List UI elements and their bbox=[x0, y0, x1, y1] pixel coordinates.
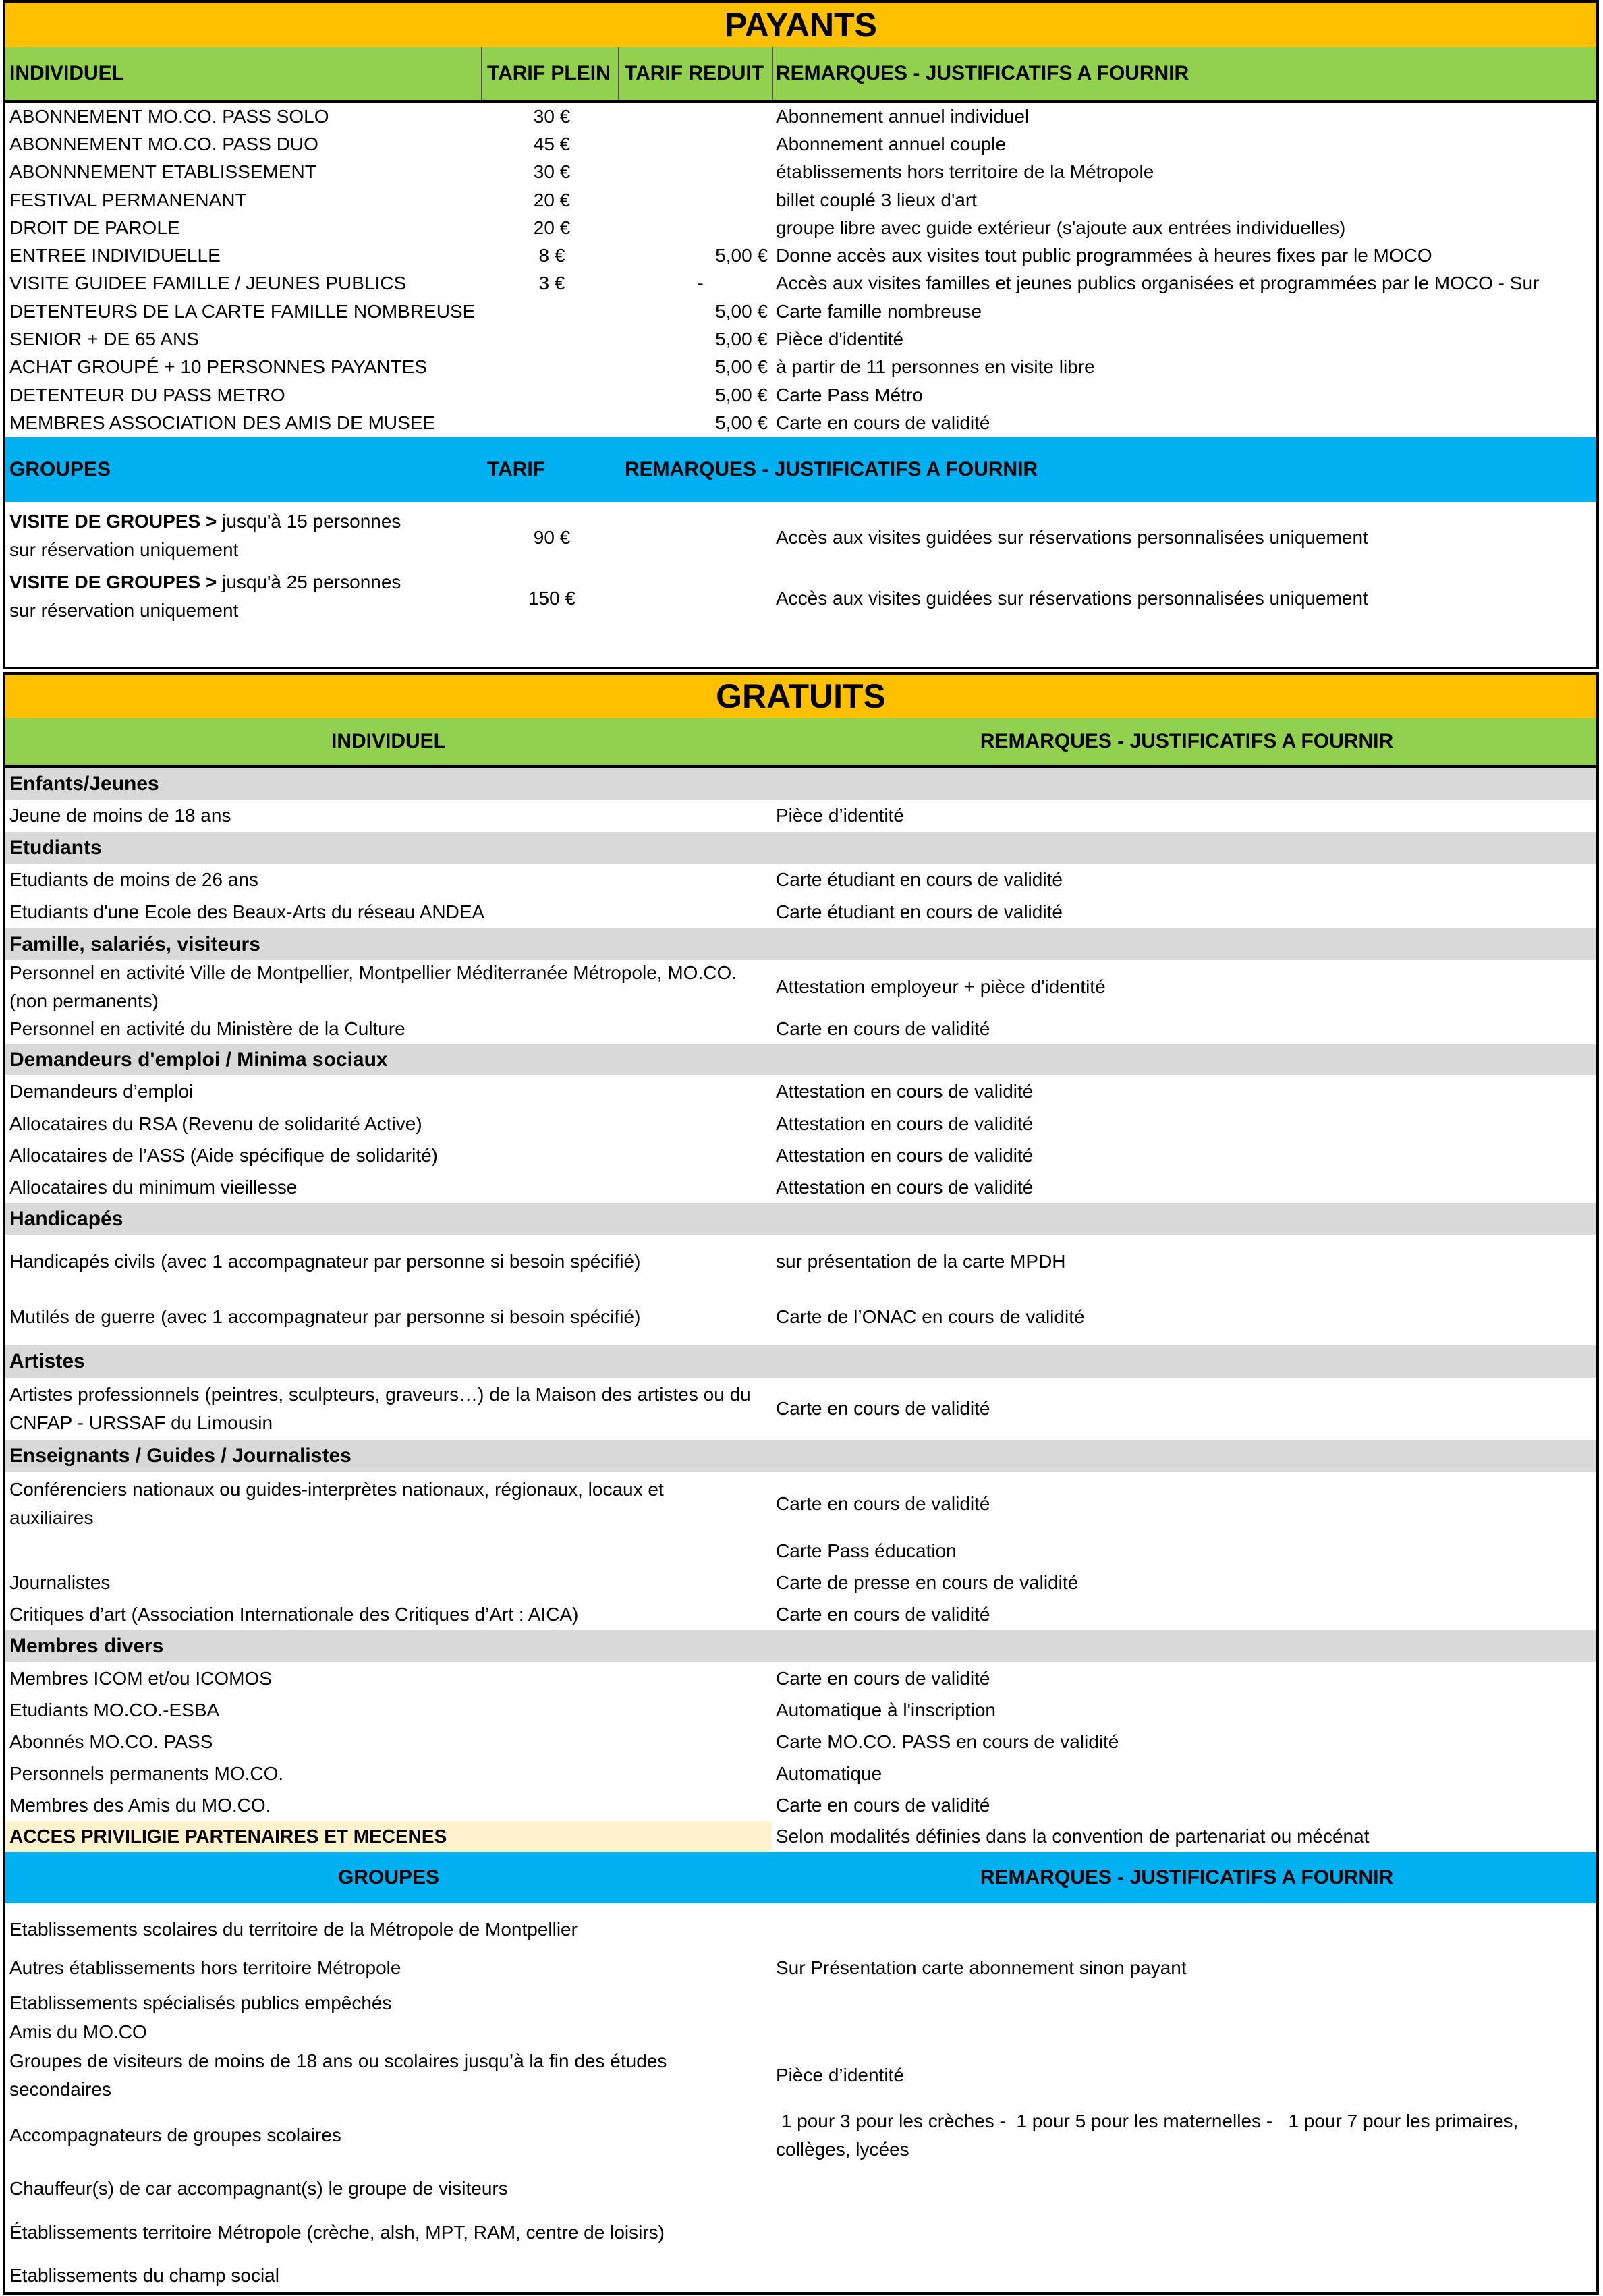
table-row bbox=[5, 2018, 1596, 2046]
table-row bbox=[5, 242, 1596, 269]
groupe-label-rest: jusqu'à 25 personnes bbox=[217, 571, 401, 592]
category-row bbox=[5, 1630, 1596, 1662]
gratuits-header bbox=[5, 718, 1596, 768]
row-label: Journalistes bbox=[9, 1572, 111, 1593]
row-label: Groupes de visiteurs de moins de 18 ans ou scolaires jusqu’à la fin des études secondaires bbox=[9, 2050, 667, 2100]
table-row bbox=[5, 1472, 1596, 1536]
groupe-remarque: Accès aux visites guidées sur réservations personnalisées uniquement bbox=[776, 527, 1368, 548]
table-row bbox=[5, 1108, 1596, 1140]
row-label: Allocataires du minimum vieillesse bbox=[9, 1176, 298, 1198]
header-individuel: INDIVIDUEL bbox=[9, 62, 125, 84]
table-row bbox=[5, 800, 1596, 832]
payants-section bbox=[3, 0, 1599, 669]
row-label: Membres ICOM et/ou ICOMOS bbox=[9, 1667, 272, 1689]
row-remarque: Carte MO.CO. PASS en cours de validité bbox=[776, 1731, 1119, 1752]
row-remarque: Pièce d'identité bbox=[776, 329, 904, 350]
row-remarque: Carte en cours de validité bbox=[776, 1794, 990, 1816]
groupe-row bbox=[5, 507, 1596, 568]
category-label: Membres divers bbox=[9, 1635, 164, 1657]
row-remarque: Carte en cours de validité bbox=[776, 1604, 990, 1625]
row-tarif-reduit: 5,00 € bbox=[715, 384, 768, 405]
table-row bbox=[5, 1014, 1596, 1044]
row-tarif-plein: 30 € bbox=[533, 161, 571, 183]
row-label: Conférenciers nationaux ou guides-interprètes nationaux, régionaux, locaux et auxiliaires bbox=[9, 1479, 664, 1528]
row-remarque: Selon modalités définies dans la convention de partenariat ou mécénat bbox=[776, 1826, 1370, 1847]
row-remarque: Attestation en cours de validité bbox=[776, 1144, 1034, 1166]
table-row bbox=[5, 1289, 1596, 1345]
row-remarque: Carte étudiant en cours de validité bbox=[776, 869, 1063, 890]
row-label: Autres établissements hors territoire Métropole bbox=[9, 1957, 401, 1978]
row-tarif-plein: 8 € bbox=[538, 245, 565, 267]
row-tarif-plein: 30 € bbox=[533, 105, 571, 127]
table-row bbox=[5, 298, 1596, 325]
row-remarque: Accès aux visites familles et jeunes publics organisées et programmées par le MOCO - Sur bbox=[776, 273, 1540, 294]
gratuits-title bbox=[5, 675, 1596, 718]
category-label: Handicapés bbox=[9, 1207, 123, 1230]
table-row bbox=[5, 2046, 1596, 2104]
row-label: ACCES PRIVILIGIE PARTENAIRES ET MECENES bbox=[9, 1826, 447, 1847]
row-label: Personnel en activité du Ministère de la Culture bbox=[9, 1018, 405, 1039]
row-remarque: Carte en cours de validité bbox=[776, 412, 990, 433]
table-row bbox=[5, 130, 1596, 158]
row-remarque: 1 pour 3 pour les crèches - 1 pour 5 pour les maternelles - 1 pour 7 pour les primaires, collèges, lycées bbox=[776, 2110, 1524, 2160]
table-row bbox=[5, 325, 1596, 353]
category-row bbox=[5, 768, 1596, 800]
gratuits-section bbox=[3, 672, 1599, 2295]
row-label: Membres des Amis du MO.CO. bbox=[9, 1794, 271, 1816]
row-label: Personnel en activité Ville de Montpellier, Montpellier Méditerranée Métropole, MO.CO. (non permanents) bbox=[9, 962, 737, 1011]
row-label: Amis du MO.CO bbox=[9, 2021, 147, 2042]
row-remarque: Carte Pass éducation bbox=[776, 1540, 957, 1561]
row-remarque: sur présentation de la carte MPDH bbox=[776, 1251, 1066, 1272]
row-label: DETENTEUR DU PASS METRO bbox=[9, 384, 285, 405]
table-row bbox=[5, 960, 1596, 1014]
category-row bbox=[5, 1440, 1596, 1472]
row-label: Etablissements scolaires du territoire de la Métropole de Montpellier bbox=[9, 1919, 578, 1940]
row-remarque: Carte de presse en cours de validité bbox=[776, 1572, 1079, 1593]
row-tarif-reduit: 5,00 € bbox=[715, 245, 768, 267]
row-remarque: Abonnement annuel couple bbox=[776, 133, 1006, 155]
table-row bbox=[5, 2211, 1596, 2254]
table-row bbox=[5, 1911, 1596, 1948]
groupe-label bbox=[9, 507, 401, 564]
row-remarque: Donne accès aux visites tout public programmées à heures fixes par le MOCO bbox=[776, 245, 1432, 267]
row-label: Etablissements spécialisés publics empêchés bbox=[9, 1992, 392, 2013]
row-label: Etudiants de moins de 26 ans bbox=[9, 869, 258, 890]
category-row bbox=[5, 832, 1596, 864]
table-row bbox=[5, 1948, 1596, 1988]
row-label: Jeune de moins de 18 ans bbox=[9, 805, 231, 826]
row-remarque: Carte famille nombreuse bbox=[776, 300, 982, 322]
table-row bbox=[5, 159, 1596, 186]
groupe-label-line2: sur réservation uniquement bbox=[9, 539, 239, 560]
payants-header bbox=[5, 47, 1596, 103]
table-row bbox=[5, 381, 1596, 409]
row-remarque: Automatique bbox=[776, 1762, 882, 1784]
table-row bbox=[5, 1988, 1596, 2018]
row-tarif-plein: 3 € bbox=[538, 273, 565, 294]
table-row bbox=[5, 1694, 1596, 1726]
row-label: Critiques d’art (Association Internationale des Critiques d’Art : AICA) bbox=[9, 1604, 579, 1625]
row-tarif-reduit: - bbox=[697, 273, 704, 294]
row-label: ABONNEMENT MO.CO. PASS DUO bbox=[9, 133, 318, 155]
row-label: DROIT DE PAROLE bbox=[9, 217, 180, 238]
payants-groupes-header bbox=[5, 437, 1596, 502]
row-label: DETENTEURS DE LA CARTE FAMILLE NOMBREUSE bbox=[9, 300, 476, 322]
table-row bbox=[5, 1662, 1596, 1694]
row-label: MEMBRES ASSOCIATION DES AMIS DE MUSEE bbox=[9, 412, 436, 433]
table-row-acces bbox=[5, 1821, 1596, 1852]
row-label: Accompagnateurs de groupes scolaires bbox=[9, 2125, 341, 2146]
row-remarque: Sur Présentation carte abonnement sinon payant bbox=[776, 1957, 1187, 1978]
groupe-label-line2: sur réservation uniquement bbox=[9, 600, 239, 621]
header-gratuits-groupes: GROUPES bbox=[337, 1866, 440, 1888]
table-row bbox=[5, 270, 1596, 298]
groupe-label-bold: VISITE DE GROUPES > bbox=[9, 571, 217, 592]
row-remarque: Abonnement annuel individuel bbox=[776, 105, 1030, 127]
groupe-row bbox=[5, 568, 1596, 629]
groupe-label bbox=[9, 568, 401, 625]
header-gratuits-groupes-remarques: REMARQUES - JUSTIFICATIFS A FOURNIR bbox=[980, 1866, 1394, 1888]
header-groupes: GROUPES bbox=[9, 458, 111, 480]
table-row bbox=[5, 354, 1596, 381]
row-remarque: Carte en cours de validité bbox=[776, 1018, 990, 1039]
row-remarque: Carte en cours de validité bbox=[776, 1398, 990, 1419]
row-remarque: Attestation en cours de validité bbox=[776, 1081, 1034, 1102]
row-remarque: Attestation employeur + pièce d'identité bbox=[776, 976, 1106, 997]
row-tarif-reduit: 5,00 € bbox=[715, 356, 768, 378]
row-label: Établissements territoire Métropole (crèche, alsh, MPT, RAM, centre de loisirs) bbox=[9, 2222, 665, 2243]
header-tarif-reduit: TARIF REDUIT bbox=[625, 62, 764, 84]
table-row bbox=[5, 1378, 1596, 1440]
row-remarque: Carte en cours de validité bbox=[776, 1493, 990, 1514]
row-remarque: Carte Pass Métro bbox=[776, 384, 923, 405]
table-row bbox=[5, 1171, 1596, 1203]
category-row bbox=[5, 1345, 1596, 1378]
row-label: FESTIVAL PERMANENANT bbox=[9, 189, 247, 211]
row-label: ABONNEMENT MO.CO. PASS SOLO bbox=[9, 105, 329, 127]
row-remarque: établissements hors territoire de la Métropole bbox=[776, 161, 1154, 183]
payants-title-text: PAYANTS bbox=[724, 6, 878, 44]
row-remarque: Carte étudiant en cours de validité bbox=[776, 901, 1063, 922]
row-tarif-reduit: 5,00 € bbox=[715, 300, 768, 322]
row-label: Etudiants d'une Ecole des Beaux-Arts du réseau ANDEA bbox=[9, 901, 485, 922]
category-row bbox=[5, 928, 1596, 960]
table-row bbox=[5, 2254, 1596, 2295]
table-row bbox=[5, 2166, 1596, 2211]
table-row bbox=[5, 1075, 1596, 1108]
table-row bbox=[5, 1536, 1596, 1567]
row-label: Allocataires du RSA (Revenu de solidarité Active) bbox=[9, 1113, 422, 1134]
table-row bbox=[5, 1789, 1596, 1821]
category-label: Enfants/Jeunes bbox=[9, 772, 159, 795]
row-tarif-plein: 45 € bbox=[533, 133, 571, 155]
header-tarif: TARIF bbox=[487, 458, 546, 480]
row-label: ENTREE INDIVIDUELLE bbox=[9, 245, 221, 267]
category-label: Artistes bbox=[9, 1350, 85, 1372]
row-label: Artistes professionnels (peintres, sculpteurs, graveurs…) de la Maison des artistes ou du CNFAP - URSSAF du Limousin bbox=[9, 1384, 751, 1433]
category-label: Demandeurs d'emploi / Minima sociaux bbox=[9, 1048, 388, 1071]
gratuits-groupes-header bbox=[5, 1852, 1596, 1903]
row-label: Chauffeur(s) de car accompagnant(s) le groupe de visiteurs bbox=[9, 2178, 508, 2199]
row-label: Abonnés MO.CO. PASS bbox=[9, 1731, 213, 1752]
groupe-remarque: Accès aux visites guidées sur réservations personnalisées uniquement bbox=[776, 588, 1368, 609]
row-label: Etudiants MO.CO.-ESBA bbox=[9, 1699, 220, 1720]
table-row bbox=[5, 1567, 1596, 1599]
table-row bbox=[5, 1758, 1596, 1789]
row-remarque: billet couplé 3 lieux d'art bbox=[776, 189, 977, 211]
row-tarif-plein: 20 € bbox=[533, 217, 571, 238]
row-remarque: Automatique à l'inscription bbox=[776, 1699, 996, 1720]
category-label: Etudiants bbox=[9, 836, 102, 859]
row-remarque: Pièce d’identité bbox=[776, 805, 904, 826]
row-label: Etablissements du champ social bbox=[9, 2265, 279, 2286]
header-gratuits-individuel: INDIVIDUEL bbox=[331, 730, 446, 752]
header-remarques: REMARQUES - JUSTIFICATIFS A FOURNIR bbox=[776, 62, 1189, 84]
row-tarif-reduit: 5,00 € bbox=[715, 329, 768, 350]
table-row bbox=[5, 186, 1596, 214]
table-row bbox=[5, 409, 1596, 437]
category-row bbox=[5, 1203, 1596, 1235]
groupe-label-rest: jusqu'à 15 personnes bbox=[217, 511, 401, 532]
category-label: Famille, salariés, visiteurs bbox=[9, 932, 260, 955]
row-label: Allocataires de l’ASS (Aide spécifique de solidarité) bbox=[9, 1144, 438, 1166]
groupe-tarif: 90 € bbox=[533, 527, 571, 548]
row-tarif-reduit: 5,00 € bbox=[715, 412, 768, 433]
groupe-label-bold: VISITE DE GROUPES > bbox=[9, 511, 217, 532]
payants-rows bbox=[5, 103, 1596, 437]
table-row bbox=[5, 103, 1596, 130]
table-row bbox=[5, 2104, 1596, 2166]
row-remarque: Carte de l’ONAC en cours de validité bbox=[776, 1306, 1085, 1327]
table-row bbox=[5, 1726, 1596, 1758]
category-label: Enseignants / Guides / Journalistes bbox=[9, 1445, 351, 1467]
table-row bbox=[5, 1599, 1596, 1630]
gratuits-title-text: GRATUITS bbox=[716, 677, 886, 715]
table-row bbox=[5, 1235, 1596, 1289]
category-row bbox=[5, 1044, 1596, 1075]
row-remarque: Carte en cours de validité bbox=[776, 1667, 990, 1689]
row-label: SENIOR + DE 65 ANS bbox=[9, 329, 199, 350]
row-label: VISITE GUIDEE FAMILLE / JEUNES PUBLICS bbox=[9, 273, 407, 294]
row-remarque: Attestation en cours de validité bbox=[776, 1113, 1034, 1134]
row-label: Handicapés civils (avec 1 accompagnateur par personne si besoin spécifié) bbox=[9, 1251, 641, 1272]
groupe-tarif: 150 € bbox=[528, 588, 576, 609]
table-row bbox=[5, 896, 1596, 928]
header-gratuits-remarques: REMARQUES - JUSTIFICATIFS A FOURNIR bbox=[980, 730, 1394, 752]
row-remarque: à partir de 11 personnes en visite libre bbox=[776, 356, 1095, 378]
row-remarque: groupe libre avec guide extérieur (s'ajoute aux entrées individuelles) bbox=[776, 217, 1346, 238]
table-row bbox=[5, 1140, 1596, 1171]
row-remarque: Attestation en cours de validité bbox=[776, 1176, 1034, 1198]
row-label: Demandeurs d’emploi bbox=[9, 1081, 194, 1102]
table-row bbox=[5, 864, 1596, 896]
row-tarif-plein: 20 € bbox=[533, 189, 571, 211]
payants-title bbox=[5, 3, 1596, 47]
row-label: Mutilés de guerre (avec 1 accompagnateur par personne si besoin spécifié) bbox=[9, 1306, 641, 1327]
header-groupes-remarques: REMARQUES - JUSTIFICATIFS A FOURNIR bbox=[625, 458, 1038, 480]
row-label: Personnels permanents MO.CO. bbox=[9, 1762, 284, 1784]
header-tarif-plein: TARIF PLEIN bbox=[487, 62, 611, 84]
row-label: ACHAT GROUPÉ + 10 PERSONNES PAYANTES bbox=[9, 356, 428, 378]
row-remarque: Pièce d’identité bbox=[776, 2065, 904, 2085]
table-row bbox=[5, 214, 1596, 242]
row-label: ABONNNEMENT ETABLISSEMENT bbox=[9, 161, 316, 183]
